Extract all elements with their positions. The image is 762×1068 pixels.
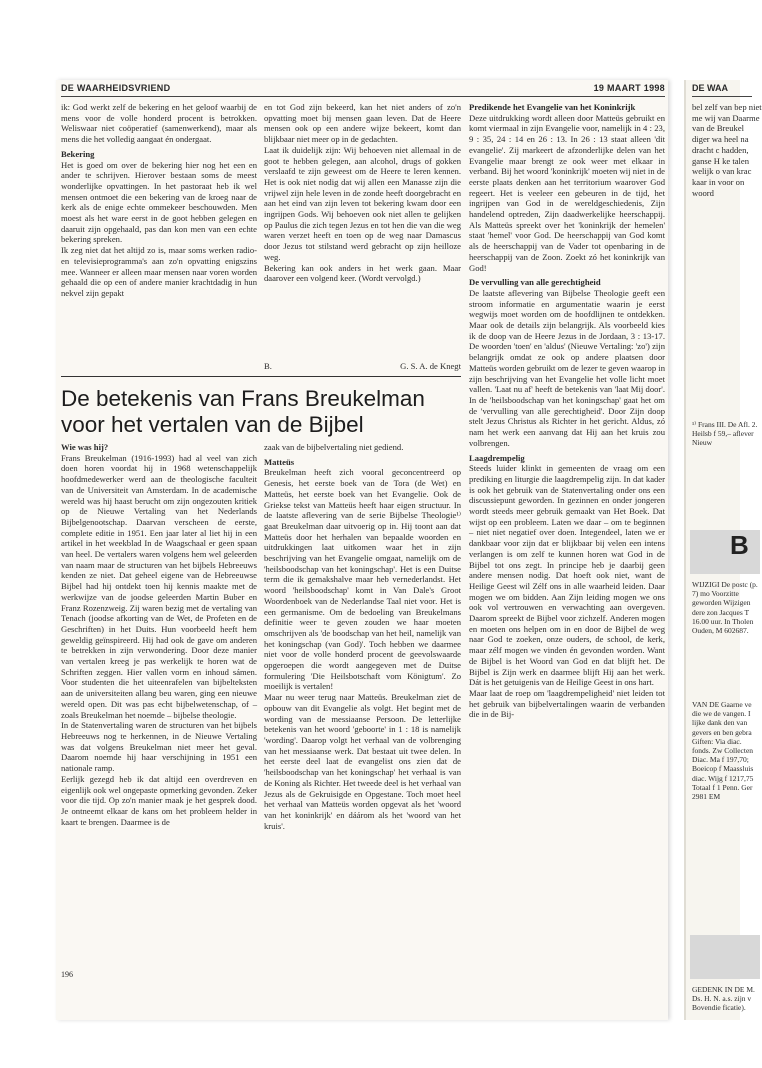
paragraph: Het is goed om over de bekering hier nog het een en ander te schrijven. Hierover bestaan soms de meest wonderlijke opvattingen. In het pastoraat heb ik wel mensen ontmoet die een bekering van de kroeg naar de kerk als de enige echte ommekeer beschouwden. Men moest als het ware eerst in de goot hebben gelegen en daaruit zijn opgehaald, pas dan kon men van een echte bekering spreken. (61, 159, 257, 245)
paragraph: Frans Breukelman (1916-1993) had al veel van zich doen horen voordat hij in 1968 wetenschappelijk hoofdmedewerker werd aan de theologische faculteit van de Universiteit van Amsterdam. In de academische wereld was hij haast berucht om zijn ongezouten kritiek op de Nieuwe Vertaling van het Nederlands Bijbelgenootschap. Daarvan verscheen de eerste, complete editie in 1951. Een jaar later al liet hij in een artikel in het weekblad In de Waagschaal er geen spaan van heel. De vertalers waren volgens hem wel geleerden van naam maar de structuren van het bijbels Hebreeuws kenden ze niet. Dat geheel eigene van de Hebreeuwse Bijbel had hij ontdekt toen hij kennis maakte met de werkwijze van de joodse geleerden Martin Buber en Franz Rozenzweig. Zij waren bezig met de vertaling van Tenach (joodse afkorting van de Wet, de Profeten en de Geschriften) in het Duits. Hun voorbeeld heeft hem geweldig geïnspireerd. Hij had ook de gave om anderen te betrekken in zijn verwondering. Door deze manier van vertalen kreeg je pas werkelijk te horen wat de Schriften zeggen. Hier vallen vorm en inhoud sámen. Voor studenten die het uiteenrafelen van bijbelteksten aan de universiteiten allang beu waren, ging een nieuwe wereld open. Dit was pas echt bijbelwetenschap, of – zoals Breukelman het noemde – bijbelse theologie. (61, 452, 257, 720)
article-column-2 (264, 442, 461, 964)
header-rule (61, 96, 665, 97)
paragraph: en tot God zijn bekeerd, kan het niet anders of zo'n opvatting moet bij mensen gaan leven. Dat de Heere mensen ook op een andere wijze bekeert, komt dan blijkbaar niet meer op in de gedachten. (264, 102, 461, 145)
page-number: 196 (61, 970, 73, 979)
paragraph: Maar nu weer terug naar Matteüs. Breukelman ziet de opbouw van dit Evangelie als volgt. Het begint met de wording van de messiaanse Persoon. De letterlijke betekenis van het woord 'geboorte' in 1 : 18 is namelijk 'wording'. Daarop volgt het verhaal van de volbrenging van het messiaanse werk. Dat bestaat uit twee delen. In het eerste deel laat de evangelist ons zien dat de 'heilsboodschap van het koningschap' het verhaal is van de Koning als Richter. Het tweede deel is het verhaal van Jezus als de Gekruisigde en Opgestane. Toch moet heel het verhaal van Matteüs worden opgevat als het 'woord van het koninkrijk' en dáárom als het 'woord van het kruis'. (264, 692, 461, 831)
signature-author: G. S. A. de Knegt (400, 361, 461, 371)
paragraph: ik: God werkt zelf de bekering en het geloof waarbij de mens voor de volle honderd procent is betrokken. Weliswaar niet coöperatief (samenwerkend), maar als mens die het volledig aangaat én ondergaat. (61, 102, 257, 145)
adjacent-page-text: bel zelf van bep niet me wij van Daarme van de Breukel diger wa heel na dracht c hadden, ganse H ke talen welijk o van krac kaar in voor on woord (692, 102, 762, 198)
article-title: De betekenis van Frans Breukelman voor het vertalen van de Bijbel (61, 386, 425, 437)
paragraph: Laat ik duidelijk zijn: Wij behoeven niet allemaal in de goot te hebben gelegen, aan alcohol, drugs of gokken verslaafd te zijn geweest om de Heere te leren kennen. Het is ook niet nodig dat wij allen een Manasse zijn die vrijwel zijn hele leven in de zonde heeft doorgebracht en aan het eind van zijn leven tot bekering kwam door een ingrijpen Gods. Wij behoeven ook niet allen te gelijken op Paulus die zich tegen Jezus en tot hen die van die weg waren verzet heeft en toen op de weg naar Damascus door Jezus tot stilstand werd gebracht op zijn heilloze weg. (264, 144, 461, 262)
paragraph: In de Statenvertaling waren de structuren van het bijbels Hebreeuws nog te herkennen, in de Nieuwe Vertaling was dat volgens Breukelman niet meer het geval. Daarom noemde hij haar verschijning in 1951 een nationale ramp. (61, 720, 257, 774)
paragraph: Eerlijk gezegd heb ik dat altijd een overdreven en eigenlijk ook wel ongepaste opmerking gevonden. Zeker voor die tijd. Op zo'n manier maak je het gesprek dood. Je ontneemt elkaar de kans om het probleem helder in kaart te brengen. Daarmee is de (61, 773, 257, 827)
top-column-2 (264, 102, 461, 372)
paragraph: De laatste aflevering van Bijbelse Theologie geeft een stroom informatie en argumentatie waarin je eerst wegwijs moet worden om de hoofdlijnen te ontdekken. Maar ook de details zijn belangrijk. Als voorbeeld kies ik de doop van de Heere Jezus in de Jordaan, 3 : 13-17. De woorden 'toen' en 'aldus' (Nieuwe Vertaling: 'zo') zijn belangrijk omdat ze ook op andere plaatsen door Matteüs worden gebruikt om de lezer te geven waarop in zijn beschrijving van het Evangelie het volle licht moet vallen. 'Laat nu af' heeft de betekenis van 'laat Mij door'. In de 'heilsboodschap van het koningschap' gaat het om de 'vervulling van alle gerechtigheid'. Door Zijn doop stelt Jezus Christus als Richter in het gericht. Aldus, zó nam het werk een aanvang dat Hij aan het kruis zou volbrengen. (469, 287, 665, 448)
publication-name: DE WAARHEIDSVRIEND (61, 83, 171, 93)
adjacent-page-header: DE WAA (692, 83, 728, 93)
subheading: Matteüs (264, 456, 295, 467)
subheading: De vervulling van alle gerechtigheid (469, 277, 601, 288)
adjacent-bottom: GEDENK IN DE M. Ds. H. N. a.s. zijn v Bovendie ficatie). (692, 985, 755, 1013)
paragraph: Maar laat de roep om 'laagdrempeligheid' niet leiden tot het gebruik van bijbelvertalingen waarin de verbanden die in de Bij- (469, 687, 665, 720)
adjacent-footnote: ¹⁾ Frans III. De Afl. 2. Heilsb f 59,– aflever Nieuw (692, 420, 758, 448)
article-column-1 (61, 442, 257, 964)
paragraph: Bekering kan ook anders in het werk gaan. Maar daarover een volgend keer. (Wordt vervolgd.) (264, 262, 461, 284)
subheading: Predikende het Evangelie van het Koninkrijk (469, 102, 636, 112)
article-column-3 (469, 102, 665, 992)
paragraph: Breukelman heeft zich vooral geconcentreerd op Genesis, het eerste boek van de Tora (de Wet) en Matteüs, het eerste boek van het Evangelie. Ook de Griekse tekst van Matteüs heeft haar eigen structuur. In de laatste aflevering van de serie Bijbelse Theologie¹⁾ gaat Breukelman daar uitvoerig op in. Hij toont aan dat Matteüs door het herhalen van bepaalde woorden en uitdrukkingen laat uitkomen waar het in zijn beschrijving van het Evangelie omgaat, namelijk om de 'heilsboodschap van het koningschap'. Het is een Duitse term die ik gemakshalve maar heb vernederlandst. Het woord 'heilsboodschap' komt in Van Dale's Groot Woordenboek van de Nederlandse Taal niet voor. Het is een germanisme. Om de bedoeling van Breukelmans definitie weer te geven zouden we haar moeten omschrijven als 'de boodschap van het heil, namelijk van het koningschap (van God)'. Toch hebben we daarmee niet voor de volle honderd procent de geevolswaarde opgeroepen die wordt aangegeven met de Duitse formulering 'Die Heilsbotschaft vom Königtum'. Zo moeilijk is vertalen! (264, 467, 461, 692)
adjacent-header-rule (692, 96, 752, 97)
adjacent-gifts: VAN DE Gaarne ve die we de vangen. I lijke dank den van gevers en ben gebra Giften: Via diac. fonds. Zw Collecten Diac. Ma f 197,70; Boeicop f Maassluis diac. Wijg f 1217,75 Totaal f 1 Penn. Ger 2981 EM (692, 700, 754, 802)
paragraph: Ik zeg niet dat het altijd zo is, maar soms werken radio- en televisieprogramma's aan zo'n opvatting enigszins mee. Wanneer er alleen maar mensen naar voren worden gehaald die op een of andere manier krachtdadig in hun nekvel zijn gepakt (61, 245, 257, 298)
adjacent-page (684, 80, 762, 1020)
subheading: Laagdrempelig (469, 452, 525, 463)
adjacent-box-letter: B (730, 530, 749, 560)
adjacent-notice: WIJZIGI De postc (p. 7) mo Voorzitte geworden Wijzigen dere zon Jacques T 16.00 uur. In Tholen Ouden, M 602687. (692, 580, 758, 636)
paragraph: zaak van de bijbelvertaling niet gediend. (264, 442, 404, 452)
article-separator (61, 376, 461, 377)
subheading: Bekering (61, 148, 95, 159)
subheading: Wie was hij? (61, 442, 109, 452)
paragraph: Deze uitdrukking wordt alleen door Matteüs gebruikt en komt viermaal in zijn Evangelie voor, namelijk in 4 : 23, 9 : 35, 24 : 14 en 26 : 13. In 26 : 13 staat alleen 'dit evangelie'. Zij markeert de afzonderlijke delen van het Evangelie maar brengt ze ook weer met elkaar in verband. Bij het woord 'koninkrijk' moeten wij niet in de eerste plaats denken aan het territorium waarover God regeert. Het is veeleer een gebeuren in de tijd, het ingrijpen van God in de wereldgeschiedenis, Zijn handelend optreden, Zijn daadwerkelijke heerschappij. Als Matteüs spreekt over het 'koninkrijk der hemelen' staat 'hemel' voor God. De heerschappij van God komt als de heerschappij van de Vader tot openbaring in de heerschappij van de Zoon. Zoekt zó het koninkrijk van God! (469, 112, 665, 273)
adjacent-heading-box (690, 530, 760, 574)
top-column-1 (61, 102, 257, 372)
adjacent-box-2 (690, 935, 760, 979)
paragraph: Steeds luider klinkt in gemeenten de vraag om een prediking en liturgie die laagdrempelig zijn. In dat kader is ook het gebruik van de Statenvertaling onder ons een discussiepunt geworden. In gezinnen en onder jongeren wordt steeds meer gebruik gemaakt van Het Boek. Dat wijst op een probleem. Laten we daar – om te beginnen – niet niet negatief over doen. Integendeel, laten we er dankbaar voor zijn dat er blijkbaar bij velen een intens verlangen is om zelf te kunnen horen wat God in de Bijbel tot ons zegt. In principe heb je daarbij geen andere mensen nodig. Dat hoeft ook niet, want de Heilige Geest wil Zélf ons in alle waarheid leiden. Daar mogen we om bidden. Aan Zijn leiding mogen we ons ook vol vertrouwen en verwachting aan overgeven. Daarom spreekt de Bijbel voor zichzelf. Anderen mogen en moeten ons helpen om in en door de Bijbel de weg naar God te zoeken, onze ouders, de school, de kerk, maar zélf mogen we vinden én gevonden worden. Want de Bijbel is het Woord van God en dat blijft het. De Bijbel is Zijn werk en daarmee blijft Hij aan het werk. Dát is het getuigenis van de Heilige Geest in ons hart. (469, 463, 665, 688)
publication-date: 19 MAART 1998 (593, 83, 665, 93)
page-header (61, 83, 665, 97)
signature-left: B. (264, 361, 272, 371)
